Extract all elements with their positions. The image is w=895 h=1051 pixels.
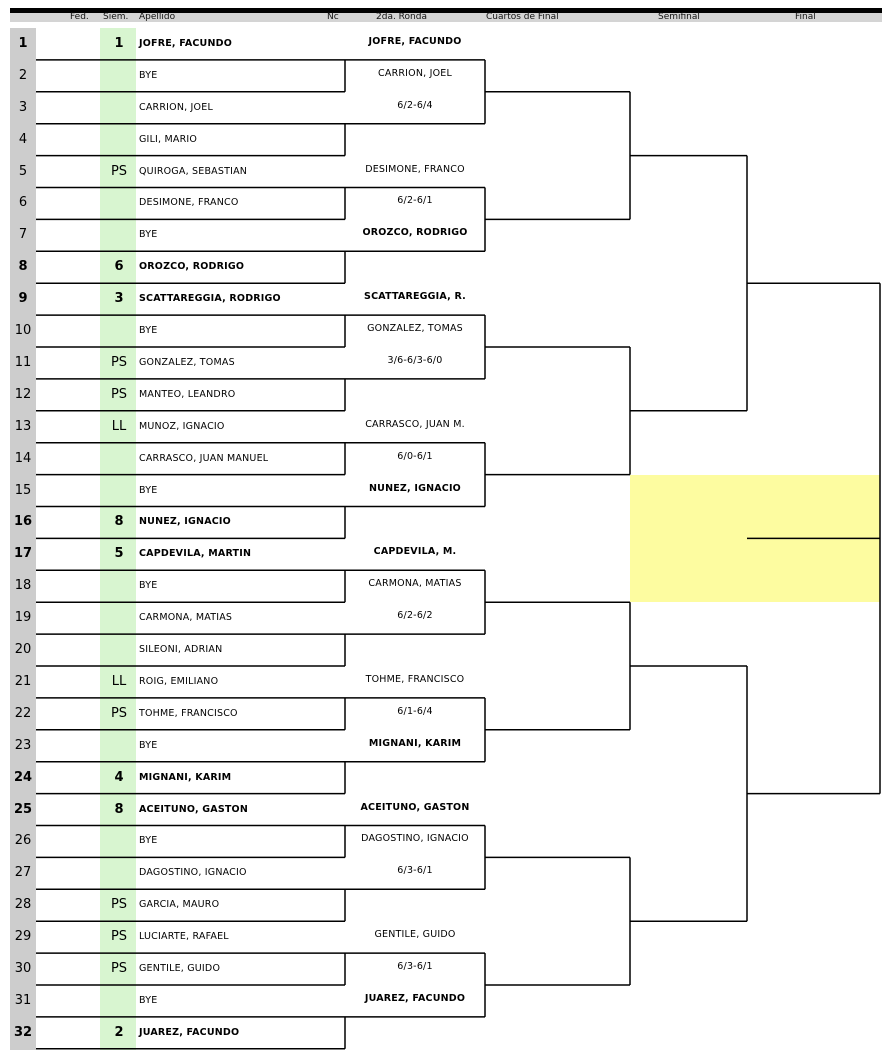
second-round-entry: CARRASCO, JUAN M. <box>365 418 465 430</box>
header-surname: Apellido <box>139 12 176 22</box>
player-name: CAPDEVILA, MARTIN <box>139 548 252 560</box>
draw-position: 28 <box>14 897 32 913</box>
second-round-entry: NUNEZ, IGNACIO <box>369 482 461 494</box>
draw-position: 22 <box>14 705 32 721</box>
second-round-entry: 6/0-6/1 <box>397 450 433 462</box>
header-final: Final <box>795 12 816 22</box>
player-name: SCATTAREGGIA, RODRIGO <box>139 293 281 305</box>
header-seed: Siem. <box>103 12 129 22</box>
player-name: OROZCO, RODRIGO <box>139 261 245 273</box>
draw-position: 20 <box>14 642 32 658</box>
second-round-entry: CARRION, JOEL <box>378 67 452 79</box>
seed-label: PS <box>110 705 128 721</box>
header-fed: Fed. <box>70 12 89 22</box>
player-name: MUNOZ, IGNACIO <box>139 420 225 432</box>
second-round-entry: SCATTAREGGIA, R. <box>364 291 466 303</box>
second-round-entry: GENTILE, GUIDO <box>374 929 456 941</box>
draw-position: 9 <box>18 291 28 307</box>
player-name: GARCIA, MAURO <box>139 899 220 911</box>
second-round-entry: ACEITUNO, GASTON <box>360 801 470 813</box>
seed-label: 8 <box>114 514 124 530</box>
player-name: BYE <box>139 994 158 1006</box>
draw-position: 16 <box>13 514 33 530</box>
player-name: BYE <box>139 229 158 241</box>
draw-position: 2 <box>18 67 28 83</box>
draw-position: 14 <box>14 450 32 466</box>
draw-position: 23 <box>14 737 32 753</box>
seed-label: PS <box>110 163 128 179</box>
draw-position: 27 <box>14 865 32 881</box>
player-name: BYE <box>139 739 158 751</box>
draw-position: 19 <box>14 610 32 626</box>
seed-label: 3 <box>114 291 124 307</box>
seed-label: LL <box>111 418 127 434</box>
second-round-entry: OROZCO, RODRIGO <box>362 227 468 239</box>
seed-label: PS <box>110 897 128 913</box>
second-round-entry: 6/3-6/1 <box>397 865 433 877</box>
seed-label: PS <box>110 929 128 945</box>
header-quarters: Cuartos de Final <box>486 12 559 22</box>
draw-position: 12 <box>14 386 32 402</box>
player-name: SILEONI, ADRIAN <box>139 644 223 656</box>
draw-position: 26 <box>14 833 32 849</box>
second-round-entry: CAPDEVILA, M. <box>373 546 457 558</box>
draw-position: 25 <box>13 801 33 817</box>
second-round-entry: GONZALEZ, TOMAS <box>367 323 463 335</box>
draw-position: 7 <box>18 227 28 243</box>
draw-position: 10 <box>14 323 32 339</box>
draw-position: 11 <box>14 354 32 370</box>
final-highlight <box>630 475 880 602</box>
second-round-entry: CARMONA, MATIAS <box>368 578 462 590</box>
second-round-entry: MIGNANI, KARIM <box>368 737 462 749</box>
player-name: GENTILE, GUIDO <box>139 963 221 975</box>
seed-label: PS <box>110 354 128 370</box>
header-semis: Semifinal <box>658 12 700 22</box>
draw-position: 29 <box>14 929 32 945</box>
header-nc: Nc <box>327 12 339 22</box>
seed-label: 4 <box>114 769 124 785</box>
second-round-entry: 6/3-6/1 <box>397 961 433 973</box>
player-name: TOHME, FRANCISCO <box>139 707 238 719</box>
seed-label: 1 <box>114 35 124 51</box>
player-name: CARRION, JOEL <box>139 101 213 113</box>
player-name: GONZALEZ, TOMAS <box>139 356 235 368</box>
draw-position: 1 <box>18 35 28 51</box>
header-second-round: 2da. Ronda <box>376 12 427 22</box>
second-round-entry: DESIMONE, FRANCO <box>365 163 465 175</box>
draw-position: 30 <box>14 961 32 977</box>
seed-label: PS <box>110 386 128 402</box>
seed-label: 8 <box>114 801 124 817</box>
player-name: BYE <box>139 835 158 847</box>
draw-position: 8 <box>18 259 28 275</box>
second-round-entry: JUAREZ, FACUNDO <box>364 992 466 1004</box>
player-name: CARRASCO, JUAN MANUEL <box>139 452 269 464</box>
seed-label: 5 <box>114 546 124 562</box>
draw-position: 3 <box>18 99 28 115</box>
seed-label: 6 <box>114 259 124 275</box>
draw-position: 4 <box>18 131 28 147</box>
player-name: GILI, MARIO <box>139 133 198 145</box>
draw-position: 6 <box>18 195 28 211</box>
draw-position: 5 <box>18 163 28 179</box>
player-name: CARMONA, MATIAS <box>139 612 233 624</box>
second-round-entry: 3/6-6/3-6/0 <box>387 354 443 366</box>
player-name: LUCIARTE, RAFAEL <box>139 931 229 943</box>
player-name: ACEITUNO, GASTON <box>139 803 248 815</box>
player-name: DESIMONE, FRANCO <box>139 197 239 209</box>
player-name: BYE <box>139 69 158 81</box>
draw-position: 21 <box>14 673 32 689</box>
second-round-entry: JOFRE, FACUNDO <box>368 35 462 47</box>
player-name: BYE <box>139 484 158 496</box>
draw-position: 18 <box>14 578 32 594</box>
draw-position: 15 <box>14 482 32 498</box>
seed-label: PS <box>110 961 128 977</box>
player-name: DAGOSTINO, IGNACIO <box>139 867 247 879</box>
player-name: JOFRE, FACUNDO <box>139 37 232 49</box>
player-name: BYE <box>139 580 158 592</box>
second-round-entry: 6/1-6/4 <box>397 705 433 717</box>
draw-position: 17 <box>13 546 33 562</box>
second-round-entry: 6/2-6/2 <box>397 610 433 622</box>
second-round-entry: 6/2-6/4 <box>397 99 433 111</box>
draw-position: 32 <box>13 1024 33 1040</box>
draw-position: 24 <box>13 769 33 785</box>
player-name: MANTEO, LEANDRO <box>139 388 236 400</box>
draw-position: 31 <box>14 992 32 1008</box>
player-name: NUNEZ, IGNACIO <box>139 516 231 528</box>
player-name: ROIG, EMILIANO <box>139 675 219 687</box>
second-round-entry: DAGOSTINO, IGNACIO <box>361 833 469 845</box>
player-name: QUIROGA, SEBASTIAN <box>139 165 248 177</box>
second-round-entry: 6/2-6/1 <box>397 195 433 207</box>
seed-label: 2 <box>114 1024 124 1040</box>
player-name: BYE <box>139 325 158 337</box>
player-name: JUAREZ, FACUNDO <box>139 1026 240 1038</box>
player-name: MIGNANI, KARIM <box>139 771 232 783</box>
second-round-entry: TOHME, FRANCISCO <box>365 673 465 685</box>
seed-label: LL <box>111 673 127 689</box>
draw-position: 13 <box>14 418 32 434</box>
